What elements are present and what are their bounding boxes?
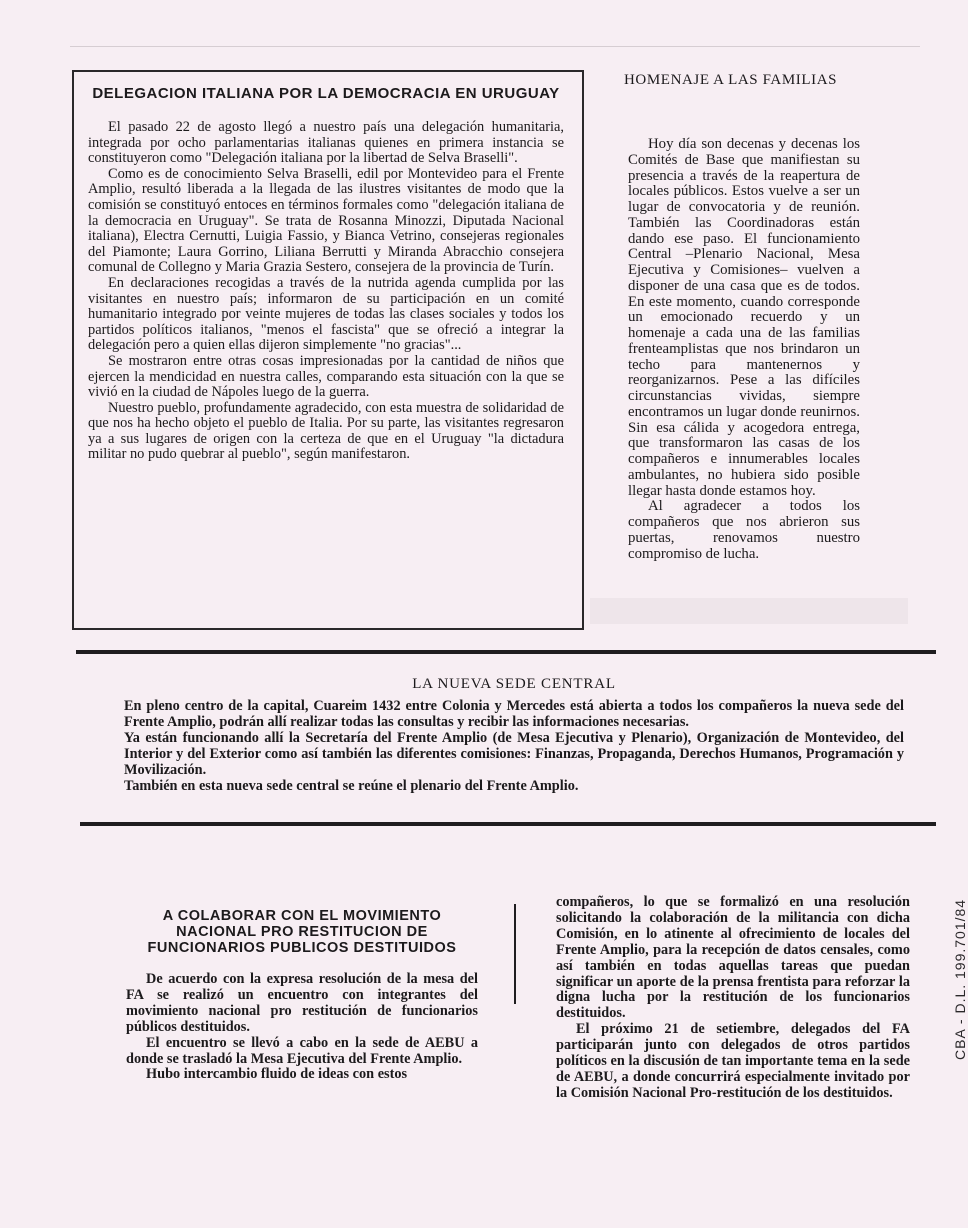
article-colaborar-right [556, 895, 910, 1102]
section-divider-upper [76, 650, 936, 654]
homenaje-paragraph: Hoy día son decenas y decenas los Comités de Base que manifiestan su presencia a través de la reapertura de locales públicos. Estos vuelve a ser un lugar de convocatoria y de reunión. También las Coordinadoras están dando ese paso. El funcionamiento Central –Plenario Nacional, Mesa Ejecutiva y Comisiones– vuelven a disponer de una casa que es de todos. En este momento, cuando corresponde un emocionado recuerdo y un homenaje a cada una de las familias frenteamplistas que nos brindaron un techo para mantenernos y reorganizarnos. Pese a las difíciles circunstancias vividas, siempre encontramos un lugar donde reunirnos. Sin esa cálida y acogedora entrega, que transformaron las casas de los compañeros e innumerables locales ambulantes, no hubiera sido posible llegar hasta donde estamos hoy. [628, 136, 860, 499]
sede-paragraph: En pleno centro de la capital, Cuareim 1432 entre Colonia y Mercedes está abierta a todos los compañeros la nueva sede del Frente Amplio, podrán allí realizar todas las consultas y recibir las informaciones necesarias. [124, 698, 904, 730]
colaborar-paragraph: Hubo intercambio fluido de ideas con estos [146, 1066, 408, 1083]
article-nueva-sede [124, 676, 904, 794]
legal-deposit-code: CBA - D.L. 199.701/84 [952, 898, 968, 1060]
homenaje-paragraph: Al agradecer a todos los compañeros que nos abrieron sus puertas, renovamos nuestro compromiso de lucha. [628, 498, 860, 562]
italian-paragraph: Se mostraron entre otras cosas impresionadas por la cantidad de niños que ejercen la mendicidad en nuestra calles, comparando esta situación con la que se vivió en la ciudad de Nápoles luego de la guerra. [88, 352, 564, 401]
homenaje-title: HOMENAJE A LAS FAMILIAS [624, 72, 838, 88]
colaborar-body-left [126, 972, 478, 1083]
article-homenaje-familias [624, 72, 860, 562]
colaborar-paragraph: De acuerdo con la expresa resolución de la mesa del FA se realizó un encuentro con integrantes del movimiento nacional pro restitución de funcionarios públicos destituidos. [126, 971, 478, 1035]
colaborar-paragraph: El encuentro se llevó a cabo en la sede de AEBU a donde se trasladó la Mesa Ejecutiva del Frente Amplio. [126, 1034, 478, 1067]
italian-delegation-body [88, 120, 564, 463]
sede-body [124, 699, 904, 794]
article-italian-delegation [72, 70, 584, 630]
italian-delegation-title: DELEGACION ITALIANA POR LA DEMOCRACIA EN URUGUAY [92, 85, 560, 102]
sede-title: LA NUEVA SEDE CENTRAL [412, 676, 616, 692]
italian-paragraph: En declaraciones recogidas a través de la nutrida agenda cumplida por las visitantes en nuestro país; informaron de su participación en un comité humanitario integrado por veinte mujeres de todas las clases sociales y todos los partidos políticos italianos, "menos el fascista" que se ofreció a integrar la delegación pero a quien ellas dijeron simplemente "no gracias"... [88, 274, 564, 354]
bleed-through-shade [590, 598, 908, 624]
colaborar-paragraph: El próximo 21 de setiembre, delegados del FA participarán junto con delegados de otros partidos políticos en la discusión de tan importante tema en la sede de AEBU, a donde concurrirá especialmente invitado por la Comisión Nacional Pro-restitución de los destituidos. [556, 1021, 910, 1101]
homenaje-body [628, 137, 860, 562]
colaborar-title: A COLABORAR CON EL MOVIMIENTO NACIONAL PRO RESTITUCION DE FUNCIONARIOS PUBLICOS DESTITUIDOS [147, 908, 457, 956]
section-divider-lower [80, 822, 936, 826]
italian-paragraph: El pasado 22 de agosto llegó a nuestro país una delegación humanitaria, integrada por ocho parlamentarias italianas quienes en primera instancia se constituyeron como "Delegación italiana por la libertad de Selva Braselli". [88, 119, 564, 167]
colaborar-body-right [556, 895, 910, 1102]
article-colaborar-left [126, 908, 478, 1083]
italian-paragraph: Nuestro pueblo, profundamente agradecido, con esta muestra de solidaridad de que nos ha hecho objeto el pueblo de Italia. Por su parte, las visitantes regresaron ya a sus lugares de origen con la certeza de que en el Uruguay "la dictadura militar no pudo quebrar al pueblo", según manifestaron. [88, 399, 564, 463]
sede-paragraph: También en esta nueva sede central se reúne el plenario del Frente Amplio. [124, 777, 579, 794]
column-separator-bar [514, 904, 516, 1004]
sede-paragraph: Ya están funcionando allí la Secretaría del Frente Amplio (de Mesa Ejecutiva y Plenario), Organización de Montevideo, del Interior y del Exterior como así también las diferentes comisiones: Finanzas, Propaganda, Derechos Humanos, Programación y Movilización. [124, 729, 904, 778]
italian-paragraph: Como es de conocimiento Selva Braselli, edil por Montevideo para el Frente Amplio, resultó liberada a la llegada de las ilustres visitantes de modo que la comisión se constituyó entoces en términos formales como "delegación italiana de la democracia en Uruguay". Se trata de Rosanna Minozzi, Diputada Nacional italiana), Electra Cernutti, Luigia Fassio, y Bianca Vetrino, consejeras regionales del Piamonte; Laura Gorrino, Liliana Berrutti y Miranda Abracchio consejera comunal de Collegno y Maria Grazia Sestero, consejera de la provincia de Turín. [88, 165, 564, 276]
page-top-rule [70, 46, 920, 47]
colaborar-paragraph: compañeros, lo que se formalizó en una resolución solicitando la colaboración de la militancia con dicha Comisión, en lo atinente al ofrecimiento de locales del Frente Amplio, para la recepción de datos censales, como así también en todas aquellas tareas que puedan significar un aporte de la prensa frentista para reforzar la digna lucha por la restitución de los funcionarios destituidos. [556, 894, 910, 1022]
